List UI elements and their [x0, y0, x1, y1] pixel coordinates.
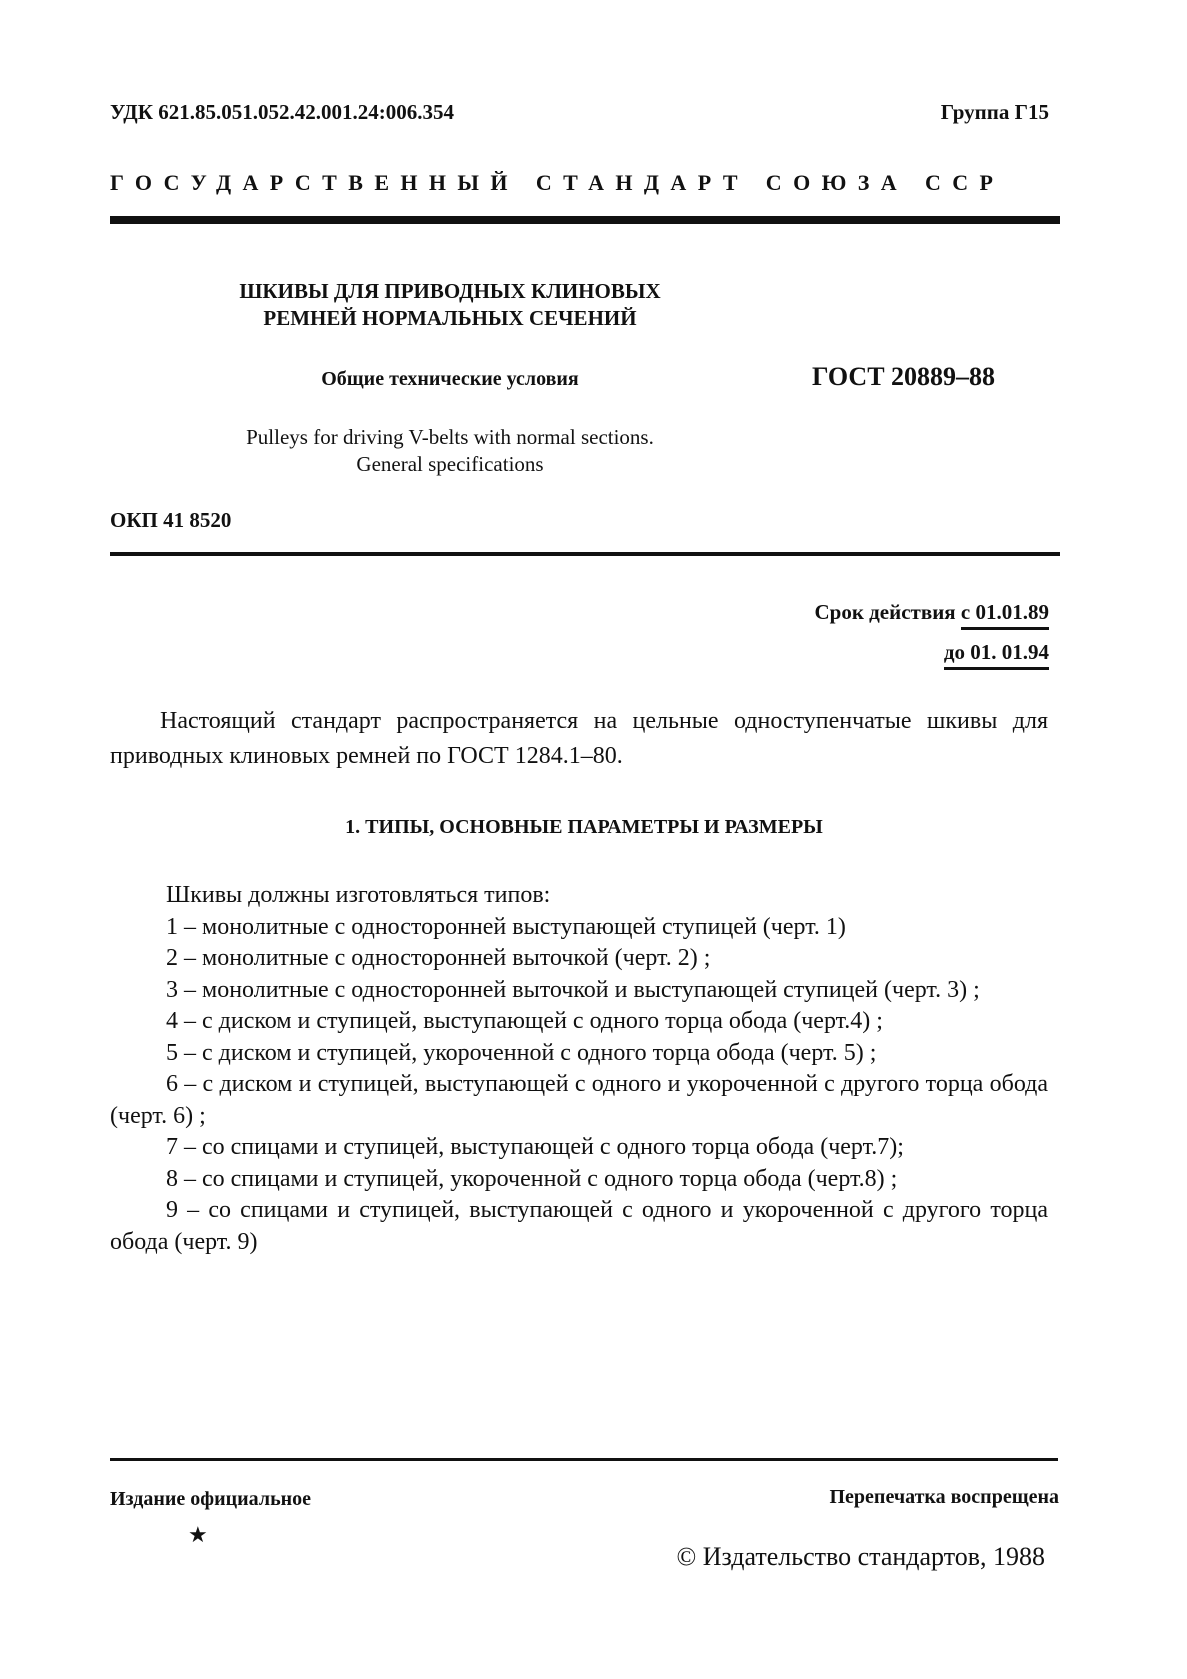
type-item-1: 1 – монолитные с односторонней выступающей ступицей (черт. 1)	[166, 913, 846, 940]
type-item-9: 9 – со спицами и ступицей, выступающей с одного и укороченной с другого торца обода (черт. 9)	[110, 1197, 1048, 1255]
intro-paragraph: Настоящий стандарт распространяется на цельные одноступенчатые шкивы для приводных клиновых ремней по ГОСТ 1284.1–80.	[110, 708, 1048, 769]
type-item-2: 2 – монолитные с односторонней выточкой (черт. 2) ;	[166, 945, 711, 971]
type-item-7: 7 – со спицами и ступицей, выступающей с одного торца обода (черт.7);	[166, 1134, 904, 1160]
header-rule	[110, 216, 1060, 224]
types-lead: Шкивы должны изготовляться типов:	[166, 882, 551, 908]
gost-number: ГОСТ 20889–88	[812, 362, 996, 391]
copyright-note: © Издательство стандартов, 1988	[676, 1542, 1045, 1571]
type-item-4: 4 – с диском и ступицей, выступающей с одного торца обода (черт.4) ;	[166, 1008, 883, 1034]
reprint-note: Перепечатка воспрещена	[829, 1486, 1059, 1508]
footer-rule	[110, 1458, 1058, 1461]
udk-code: УДК 621.85.051.052.42.001.24:006.354	[110, 100, 454, 124]
state-standard-banner: ГОСУДАРСТВЕННЫЙ СТАНДАРТ СОЮЗА ССР	[110, 170, 1005, 195]
validity-to	[944, 640, 1049, 670]
group-code: Группа Г15	[940, 100, 1049, 124]
title-en-line-2: General specifications	[356, 452, 544, 476]
edition-note: Издание официальное	[110, 1488, 312, 1510]
title-en-line-1: Pulleys for driving V-belts with normal sections.	[246, 425, 654, 449]
validity-label: Срок действия	[814, 600, 961, 624]
type-item-3: 3 – монолитные с односторонней выточкой и выступающей ступицей (черт. 3) ;	[166, 976, 980, 1003]
okp-code: ОКП 41 8520	[110, 508, 232, 532]
pulley-types-list	[110, 880, 1048, 1258]
type-item-6: 6 – с диском и ступицей, выступающей с одного и укороченной с другого торца обода (черт. 6) ;	[110, 1071, 1048, 1129]
okp-rule	[110, 552, 1060, 556]
validity-from-date: с 01.01.89	[961, 600, 1049, 630]
document-title-en	[150, 424, 750, 478]
title-ru-line-2: РЕМНЕЙ НОРМАЛЬНЫХ СЕЧЕНИЙ	[263, 306, 637, 330]
document-title-ru	[180, 278, 720, 332]
type-item-8: 8 – со спицами и ступицей, укороченной с одного торца обода (черт.8) ;	[166, 1165, 898, 1192]
validity-to-date: до 01. 01.94	[944, 640, 1049, 670]
document-subtitle-ru: Общие технические условия	[321, 368, 579, 390]
title-ru-line-1: ШКИВЫ ДЛЯ ПРИВОДНЫХ КЛИНОВЫХ	[239, 279, 661, 303]
validity-from	[814, 600, 1049, 630]
star-icon: ★	[188, 1522, 208, 1547]
type-item-5: 5 – с диском и ступицей, укороченной с одного торца обода (черт. 5) ;	[166, 1039, 877, 1066]
section-1-heading: 1. ТИПЫ, ОСНОВНЫЕ ПАРАМЕТРЫ И РАЗМЕРЫ	[345, 816, 823, 838]
